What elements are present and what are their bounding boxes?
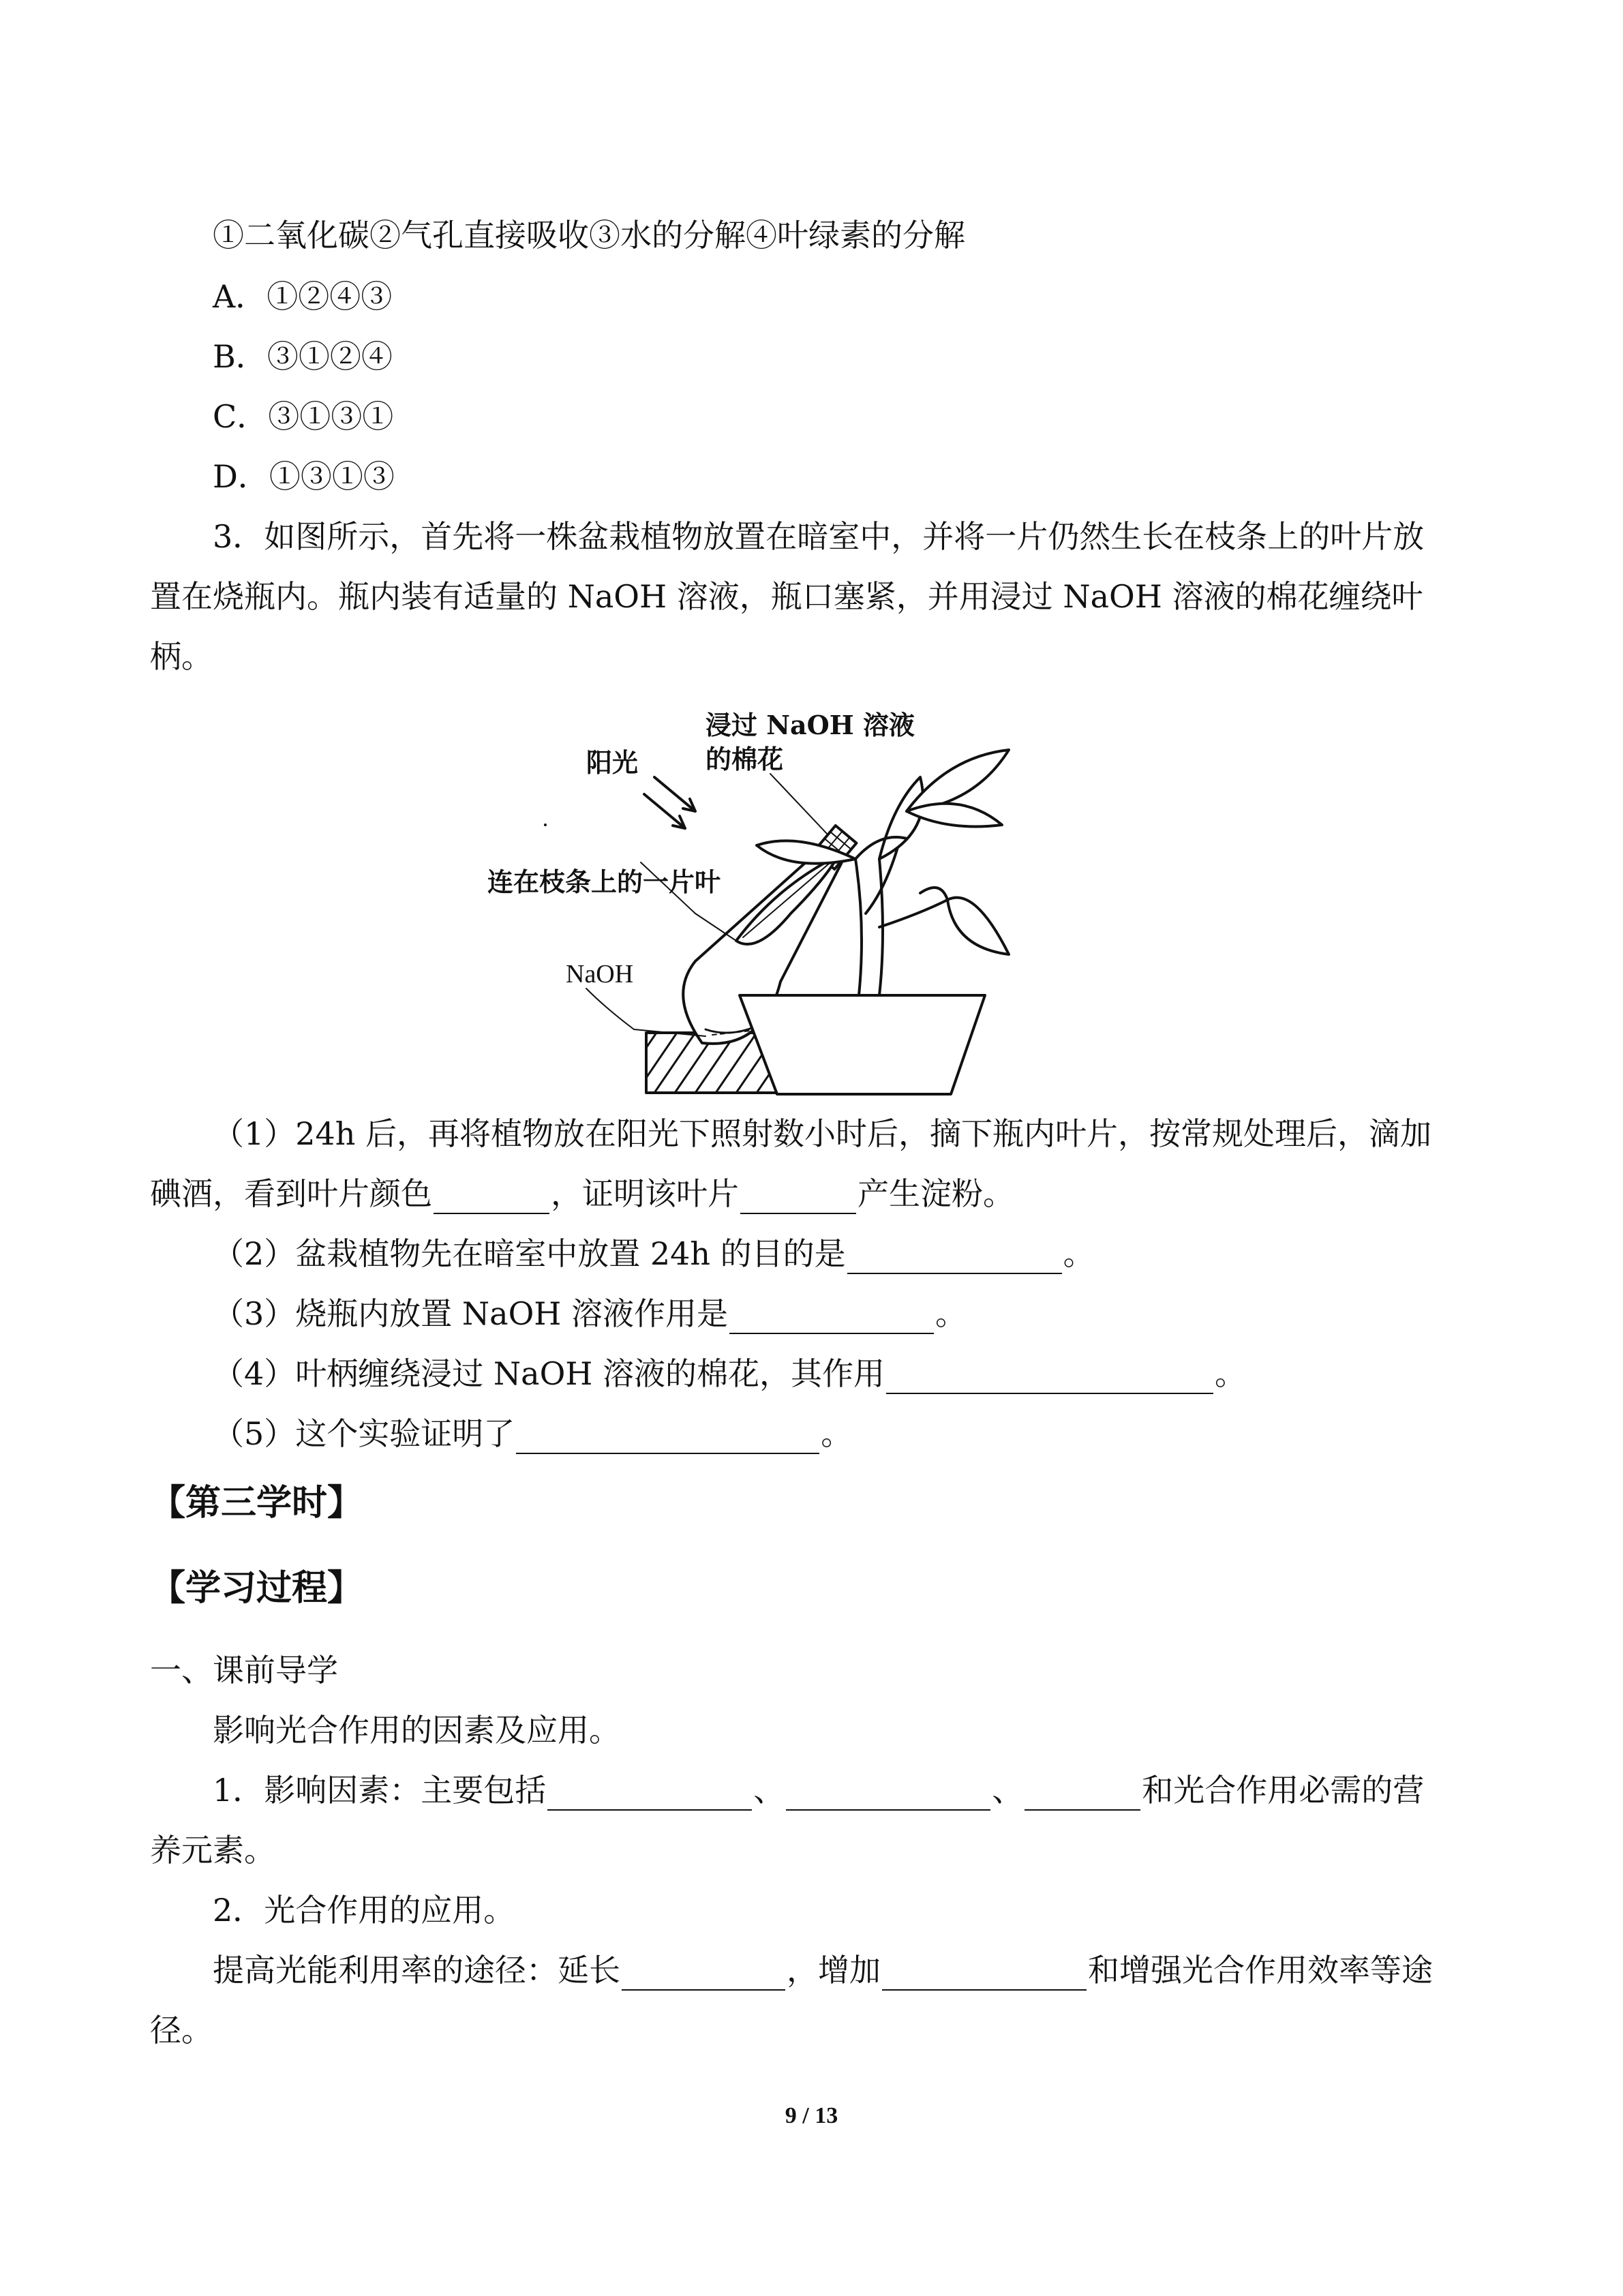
answer-blank-naoh-role[interactable] [729, 1300, 934, 1334]
sub1-text-c: 产生淀粉。 [858, 1175, 1014, 1212]
flower-pot [740, 995, 985, 1094]
choice-text: ③①③① [268, 398, 394, 435]
sub3-end: 。 [935, 1295, 967, 1332]
item3-text-a: 提高光能利用率的途径：延长 [213, 1952, 620, 1989]
label-cotton-line1: 浸过 NaOH 溶液 [706, 710, 915, 740]
sub1-text-a: 碘酒，看到叶片颜色 [150, 1175, 432, 1212]
plant-stem [855, 859, 862, 995]
answer-blank-starch[interactable] [740, 1180, 856, 1214]
preview-item2: 2．光合作用的应用。 [213, 1892, 515, 1929]
sub5-text: （5）这个实验证明了 [213, 1415, 515, 1452]
preview-item1 [213, 1770, 1424, 1811]
sub5-end: 。 [821, 1415, 853, 1452]
section-third-period: 【第三学时】 [150, 1483, 363, 1524]
question2-options-line: ①二氧化碳②气孔直接吸收③水的分解④叶绿素的分解 [213, 217, 965, 254]
sub2-line [213, 1233, 1095, 1274]
item1-tail: 和光合作用必需的营 [1142, 1772, 1425, 1809]
page-number: 9 / 13 [785, 2103, 838, 2128]
question3-stem-line3: 柄。 [150, 638, 213, 675]
label-sunlight: 阳光 [586, 747, 639, 778]
answer-blank-conclusion[interactable] [516, 1420, 819, 1454]
answer-blank-factor-1[interactable] [547, 1777, 752, 1811]
question3-stem-line2: 置在烧瓶内。瓶内装有适量的 NaOH 溶液，瓶口塞紧，并用浸过 NaOH 溶液的棉花缠绕叶 [150, 578, 1423, 615]
cotton-leader-line [770, 774, 828, 835]
sub5-line [213, 1413, 852, 1454]
sub4-line [213, 1353, 1246, 1394]
sub4-text: （4）叶柄缠绕浸过 NaOH 溶液的棉花，其作用 [213, 1355, 885, 1392]
answer-blank-color[interactable] [434, 1180, 549, 1214]
answer-blank-extend[interactable] [622, 1957, 785, 1991]
section-learning-process: 【学习过程】 [150, 1568, 363, 1609]
choice-a[interactable] [213, 276, 392, 317]
label-naoh: NaOH [566, 960, 634, 988]
item3-text-c: 和增强光合作用效率等途 [1088, 1952, 1433, 1989]
answer-blank-cotton-role[interactable] [886, 1360, 1213, 1394]
sub4-end: 。 [1215, 1355, 1247, 1392]
preview-title: 一、课前导学 [150, 1652, 338, 1689]
item1-sep1: 、 [753, 1772, 785, 1809]
sub3-text: （3）烧瓶内放置 NaOH 溶液作用是 [213, 1295, 729, 1332]
answer-blank-increase[interactable] [882, 1957, 1087, 1991]
preview-item3-cont: 径。 [150, 2012, 213, 2049]
answer-blank-factor-2[interactable] [786, 1777, 990, 1811]
sub2-text: （2）盆栽植物先在暗室中放置 24h 的目的是 [213, 1235, 846, 1272]
label-leaf: 连在枝条上的一片叶 [487, 866, 721, 897]
item3-text-b: ，增加 [787, 1952, 881, 1989]
plant-leaf-2 [879, 777, 923, 859]
choice-c[interactable] [213, 396, 393, 437]
answer-blank-factor-3[interactable] [1025, 1777, 1140, 1811]
item1-sep2: 、 [992, 1772, 1024, 1809]
choice-text: ③①②④ [267, 338, 393, 375]
sub3-line [213, 1293, 967, 1334]
item1-text: 1．影响因素：主要包括 [213, 1772, 547, 1809]
choice-d[interactable] [213, 456, 395, 497]
sub1-line2 [150, 1173, 1014, 1214]
plant-leaf-4 [907, 804, 1002, 827]
preview-item1-cont: 养元素。 [150, 1832, 275, 1869]
choice-letter: D． [213, 458, 269, 495]
preview-intro: 影响光合作用的因素及应用。 [213, 1712, 620, 1749]
choice-letter: C． [213, 398, 269, 435]
sub1-line1: （1）24h 后，再将植物放在阳光下照射数小时后，摘下瓶内叶片，按常规处理后，滴加 [213, 1115, 1432, 1152]
question3-stem-line1: 3．如图所示，首先将一株盆栽植物放置在暗室中，并将一片仍然生长在枝条上的叶片放 [213, 518, 1425, 555]
plant-leaf-5 [947, 898, 1009, 954]
label-cotton-line2: 的棉花 [706, 744, 784, 774]
preview-item3 [213, 1950, 1433, 1991]
experiment-figure [470, 709, 1070, 1098]
choice-letter: B． [213, 338, 267, 375]
choice-text: ①②④③ [267, 278, 393, 315]
choice-text: ①③①③ [269, 458, 395, 495]
choice-b[interactable] [213, 336, 393, 377]
sub2-end: 。 [1063, 1235, 1095, 1272]
choice-letter: A． [213, 278, 267, 315]
answer-blank-dark-purpose[interactable] [847, 1240, 1062, 1274]
sub1-text-b: ，证明该叶片 [551, 1175, 739, 1212]
